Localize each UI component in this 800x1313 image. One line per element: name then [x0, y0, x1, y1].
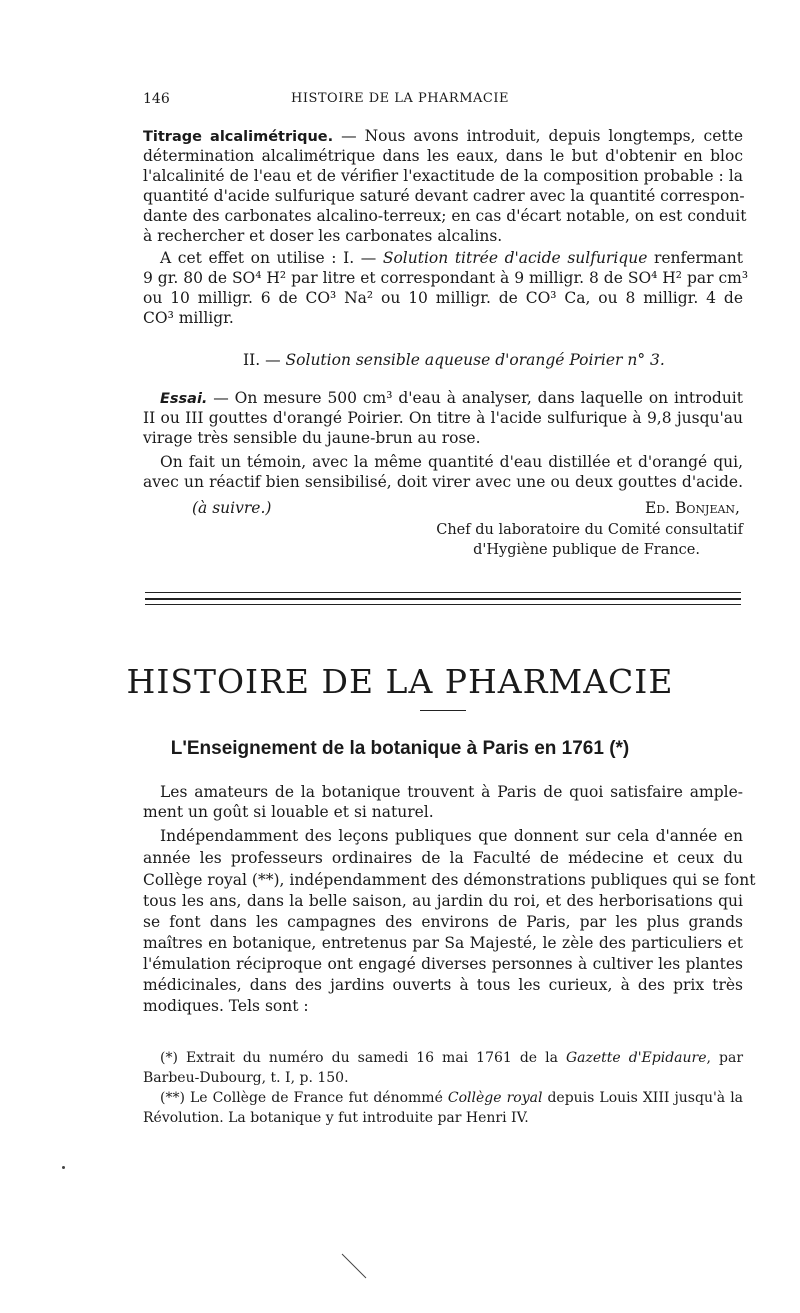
essai-line-4: On fait un témoin, avec la même quantité d'eau distillée et d'orangé qui, [160, 453, 743, 471]
titrage-line-5: dante des carbonates alcalino-terreux; en cas d'écart notable, on est conduit [143, 207, 747, 225]
footnote-1-line-2: Barbeu-Dubourg, t. I, p. 150. [143, 1070, 349, 1086]
scan-speck [62, 1166, 65, 1169]
footnote-1: (*) Extrait du numéro du samedi 16 mai 1761 de la Gazette d'Epidaure, par [160, 1050, 744, 1066]
scan-stroke [340, 1252, 370, 1282]
titrage-line-4: quantité d'acide sulfurique saturé devant cadrer avec la quantité correspon- [143, 187, 745, 205]
footnote-2: (**) Le Collège de France fut dénommé Collège royal depuis Louis XIII jusqu'à la [160, 1090, 744, 1106]
paragraph-line-11: modiques. Tels sont : [143, 997, 309, 1015]
titrage-line-3: l'alcalinité de l'eau et de vérifier l'exactitude de la composition probable : la [143, 167, 743, 185]
separator-rule-middle [145, 598, 741, 600]
paragraph-line-10: médicinales, dans des jardins ouverts à tous les curieux, à des prix très [143, 976, 743, 994]
signature-role-2: d'Hygiène publique de France. [473, 542, 700, 558]
solution-2-line: II. — Solution sensible aqueuse d'orangé Poirier n° 3. [243, 351, 665, 369]
titrage-line-1: Titrage alcalimétrique. — Nous avons introduit, depuis longtemps, cette [143, 127, 743, 145]
paragraph-line-6: tous les ans, dans la belle saison, au jardin du roi, et des herborisations qui [143, 892, 743, 910]
essai-line-3: virage très sensible du jaune-brun au rose. [143, 429, 481, 447]
essai-line-2: II ou III gouttes d'orangé Poirier. On titre à l'acide sulfurique à 9,8 jusqu'au [143, 409, 743, 427]
titrage-line-6: à rechercher et doser les carbonates alcalins. [143, 227, 503, 245]
running-title: HISTOIRE DE LA PHARMACIE [291, 91, 509, 106]
solution-1-line: A cet effet on utilise : I. — Solution titrée d'acide sulfurique renfermant [160, 249, 743, 267]
essai-heading: Essai. [160, 391, 208, 407]
solution-line-3: ou 10 milligr. 6 de CO³ Na² ou 10 milligr. de CO³ Ca, ou 8 milligr. 4 de [143, 289, 743, 307]
separator-rule-bottom [145, 604, 741, 605]
separator-rule-top [145, 592, 741, 593]
solution-line-2: 9 gr. 80 de SO⁴ H² par litre et correspondant à 9 milligr. 8 de SO⁴ H² par cm³ [143, 269, 749, 287]
essai-line-1: Essai. — On mesure 500 cm³ d'eau à analyser, dans laquelle on introduit [160, 389, 743, 407]
page-number: 146 [143, 91, 170, 107]
paragraph-line-5: Collège royal (**), indépendamment des démonstrations publiques qui se font [143, 871, 756, 889]
signature-author: Ed. Bonjean, [645, 499, 740, 517]
essai-line-5: avec un réactif bien sensibilisé, doit virer avec une ou deux gouttes d'acide. [143, 473, 743, 491]
paragraph-line-1: Les amateurs de la botanique trouvent à Paris de quoi satisfaire ample- [160, 783, 743, 801]
paragraph-line-4: année les professeurs ordinaires de la Faculté de médecine et ceux du [143, 849, 743, 867]
article-title: L'Enseignement de la botanique à Paris en 1761 (*) [170, 738, 630, 759]
titrage-heading: Titrage alcalimétrique. [143, 129, 334, 145]
signature-role-1: Chef du laboratoire du Comité consultatif [436, 522, 743, 538]
paragraph-line-3: Indépendamment des leçons publiques que donnent sur cela d'année en [160, 827, 743, 845]
paragraph-line-9: l'émulation réciproque ont engagé diverses personnes à cultiver les plantes [143, 955, 743, 973]
section-title: HISTOIRE DE LA PHARMACIE [126, 662, 674, 701]
paragraph-line-8: maîtres en botanique, entretenus par Sa Majesté, le zèle des particuliers et [143, 934, 743, 952]
footnote-2-line-2: Révolution. La botanique y fut introduite par Henri IV. [143, 1110, 529, 1126]
title-underline [420, 710, 466, 711]
solution-line-4: CO³ milligr. [143, 309, 234, 327]
to-follow: (à suivre.) [192, 499, 272, 517]
paragraph-line-2: ment un goût si louable et si naturel. [143, 803, 434, 821]
titrage-line-2: détermination alcalimétrique dans les eaux, dans le but d'obtenir en bloc [143, 147, 743, 165]
paragraph-line-7: se font dans les campagnes des environs de Paris, par les plus grands [143, 913, 743, 931]
